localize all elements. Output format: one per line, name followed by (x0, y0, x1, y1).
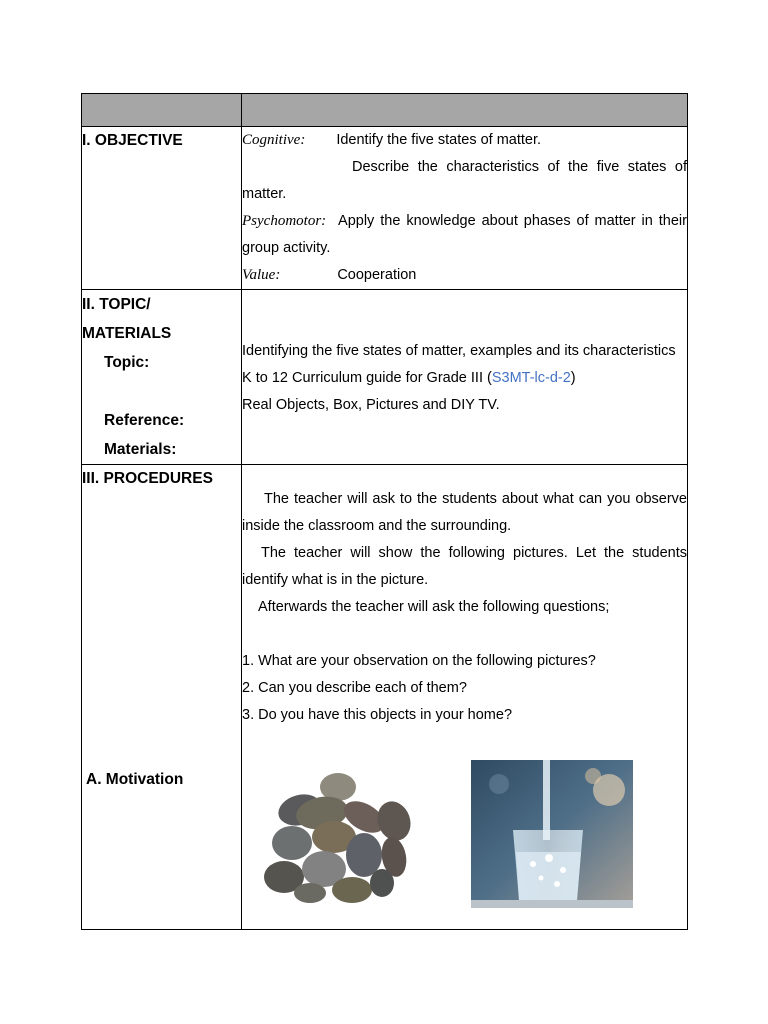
objective-content-cell (242, 127, 688, 290)
materials-text: Real Objects, Box, Pictures and DIY TV. (242, 397, 500, 413)
psychomotor-label: Psychomotor: (242, 213, 327, 229)
cognitive-line (242, 127, 687, 154)
topic-text: Identifying the five states of matter, examples and its characteristics (242, 343, 676, 359)
value-label: Value: (242, 267, 281, 283)
value-line (242, 262, 687, 289)
materials-sub-label: Materials: (104, 441, 177, 458)
rocks-image (260, 765, 412, 905)
procedures-heading: III. PROCEDURES (82, 470, 213, 487)
procedures-content-cell (242, 465, 688, 930)
procedure-para-1: The teacher will ask to the students about what can you observe inside the classroom and the surrounding. (242, 491, 687, 534)
reference-suffix: ) (570, 370, 576, 386)
topic-label-cell (82, 290, 242, 465)
reference-line (242, 365, 687, 392)
value-text: Cooperation (337, 267, 417, 283)
psychomotor-line (242, 208, 687, 262)
reference-sub-label: Reference: (104, 412, 185, 429)
cognitive-text-2: Describe the characteristics of the five states of matter. (242, 159, 687, 202)
reference-code-link[interactable]: S3MT-lc-d-2 (491, 370, 571, 386)
motivation-pictures (242, 765, 687, 925)
topic-content-cell (242, 290, 688, 465)
question-3: 3. Do you have this objects in your home? (242, 707, 513, 723)
topic-sub-label: Topic: (104, 354, 150, 371)
procedures-label-cell (82, 465, 242, 930)
glass-of-water-image (471, 760, 633, 908)
topic-heading-1: II. TOPIC/ (82, 296, 151, 313)
motivation-label: A. Motivation (86, 771, 184, 788)
procedures-row (82, 465, 688, 930)
table-header-row (82, 94, 688, 127)
header-cell-left (82, 94, 242, 127)
procedure-para-2: The teacher will show the following pictures. Let the students identify what is in the picture. (242, 545, 687, 588)
cognitive-label: Cognitive: (242, 132, 306, 148)
question-1: 1. What are your observation on the following pictures? (242, 653, 596, 669)
reference-prefix: K to 12 Curriculum guide for Grade III ( (242, 370, 492, 386)
cognitive-text-1: Identify the five states of matter. (336, 132, 542, 148)
header-cell-right (242, 94, 688, 127)
procedure-para-3: Afterwards the teacher will ask the following questions; (258, 599, 610, 615)
topic-heading-2: MATERIALS (82, 325, 172, 342)
lesson-plan-table (81, 93, 688, 930)
objective-row (82, 127, 688, 290)
psychomotor-text: Apply the knowledge about phases of matter in their group activity. (242, 213, 687, 256)
question-2: 2. Can you describe each of them? (242, 680, 467, 696)
objective-heading: I. OBJECTIVE (82, 132, 183, 149)
topic-row (82, 290, 688, 465)
objective-label-cell (82, 127, 242, 290)
